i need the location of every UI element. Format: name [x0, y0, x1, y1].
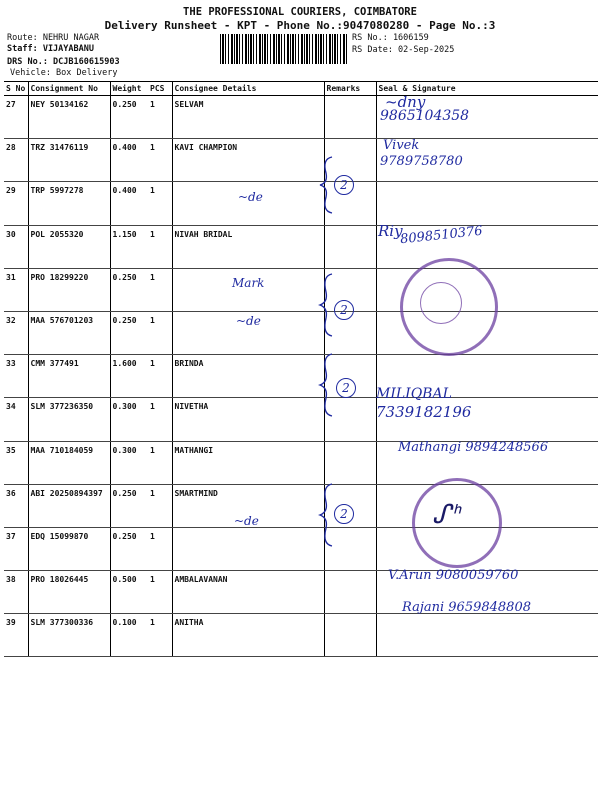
cell-consignee: KAVI CHAMPION	[172, 139, 324, 182]
cell-sno: 28	[4, 139, 28, 182]
table-row	[4, 484, 598, 527]
cell-pcs: 1	[148, 571, 172, 614]
table-row	[4, 139, 598, 182]
col-remarks: Remarks	[324, 82, 376, 96]
cell-sno: 39	[4, 614, 28, 657]
cell-consignment-no: CMM 377491	[28, 355, 110, 398]
cell-sno: 35	[4, 441, 28, 484]
cell-weight: 0.100	[110, 614, 148, 657]
barcode	[220, 34, 348, 64]
cell-seal-signature	[376, 182, 598, 225]
table-row	[4, 527, 598, 570]
cell-pcs: 1	[148, 139, 172, 182]
cell-pcs: 1	[148, 268, 172, 311]
cell-pcs: 1	[148, 182, 172, 225]
cell-consignment-no: PRO 18299220	[28, 268, 110, 311]
cell-sno: 33	[4, 355, 28, 398]
staff-label: Staff: VIJAYABANU	[7, 44, 94, 54]
cell-weight: 0.250	[110, 311, 148, 354]
cell-sno: 38	[4, 571, 28, 614]
cell-consignment-no: MAA 710184059	[28, 441, 110, 484]
cell-consignee: MATHANGI	[172, 441, 324, 484]
cell-consignment-no: TRZ 31476119	[28, 139, 110, 182]
cell-consignee: SELVAM	[172, 96, 324, 139]
col-pcs: PCS	[148, 82, 172, 96]
phone-row-30: 8098510376	[399, 223, 484, 248]
col-consignment: Consignment No	[28, 82, 110, 96]
cell-sno: 30	[4, 225, 28, 268]
seal-inner-ring	[420, 282, 462, 324]
consignee-mark-32: ~de	[236, 314, 261, 328]
table-header-row	[4, 82, 598, 96]
cell-consignment-no: SLM 377300336	[28, 614, 110, 657]
cell-consignee	[172, 527, 324, 570]
cell-consignee: NIVETHA	[172, 398, 324, 441]
cell-consignee: BRINDA	[172, 355, 324, 398]
remark-count-29: 2	[334, 175, 354, 195]
cell-pcs: 1	[148, 441, 172, 484]
signature-row-35: Mathangi 9894248566	[398, 440, 549, 455]
rs-number: RS No.: 1606159	[352, 33, 429, 43]
cell-weight: 1.600	[110, 355, 148, 398]
signature-row-30: Riy	[378, 222, 403, 240]
cell-pcs: 1	[148, 614, 172, 657]
table-row	[4, 96, 598, 139]
cell-sno: 34	[4, 398, 28, 441]
cell-remarks	[324, 96, 376, 139]
cell-consignee: AMBALAVANAN	[172, 571, 324, 614]
cell-remarks	[324, 225, 376, 268]
cell-sno: 31	[4, 268, 28, 311]
table-row	[4, 311, 598, 354]
name-row-28: Vivek	[383, 138, 420, 153]
signature-row-36-37: ᔑᑋ	[432, 500, 460, 530]
signature-row-38: V.Arun 9080059760	[388, 568, 519, 583]
rs-date: RS Date: 02-Sep-2025	[352, 45, 455, 55]
cell-weight: 1.150	[110, 225, 148, 268]
cell-remarks	[324, 614, 376, 657]
col-weight: Weight	[110, 82, 148, 96]
table-row	[4, 355, 598, 398]
consignee-mark-31: Mark	[232, 276, 265, 290]
consignee-mark-37: ~de	[234, 514, 259, 528]
cell-consignment-no: ABI 20250894397	[28, 484, 110, 527]
cell-consignee: ANITHA	[172, 614, 324, 657]
cell-consignment-no: SLM 377236350	[28, 398, 110, 441]
cell-pcs: 1	[148, 225, 172, 268]
cell-seal-signature	[376, 614, 598, 657]
cell-consignee: SMARTMIND	[172, 484, 324, 527]
cell-pcs: 1	[148, 527, 172, 570]
cell-sno: 36	[4, 484, 28, 527]
cell-consignee: NIVAH BRIDAL	[172, 225, 324, 268]
phone-row-34: 7339182196	[376, 403, 472, 421]
cell-weight: 0.500	[110, 571, 148, 614]
cell-pcs: 1	[148, 311, 172, 354]
runsheet-subtitle: Delivery Runsheet - KPT - Phone No.:9047080280 - Page No.:3	[104, 19, 496, 32]
cell-consignment-no: TRP 5997278	[28, 182, 110, 225]
cell-pcs: 1	[148, 355, 172, 398]
vehicle-label: Vehicle: Box Delivery	[10, 68, 118, 78]
cell-consignment-no: NEY 50134162	[28, 96, 110, 139]
cell-consignment-no: EDQ 15099870	[28, 527, 110, 570]
cell-consignment-no: PRO 18026445	[28, 571, 110, 614]
cell-sno: 27	[4, 96, 28, 139]
cell-pcs: 1	[148, 96, 172, 139]
cell-sno: 37	[4, 527, 28, 570]
phone-row-28: 9789758780	[380, 154, 463, 169]
consignee-mark-29: ~de	[238, 190, 263, 204]
table-row	[4, 614, 598, 657]
remark-count-36-37: 2	[334, 504, 354, 524]
table-row	[4, 268, 598, 311]
cell-consignment-no: POL 2055320	[28, 225, 110, 268]
brace-icon	[318, 352, 338, 418]
table-row	[4, 398, 598, 441]
table-row	[4, 182, 598, 225]
phone-row-27: 9865104358	[380, 108, 470, 124]
cell-remarks	[324, 571, 376, 614]
remark-count-31-32: 2	[334, 300, 354, 320]
col-consignee: Consignee Details	[172, 82, 324, 96]
name-row-34: MILIQBAL	[376, 386, 452, 402]
cell-consignment-no: MAA 576701203	[28, 311, 110, 354]
company-title: THE PROFESSIONAL COURIERS, COIMBATORE	[183, 6, 417, 18]
cell-weight: 0.400	[110, 139, 148, 182]
cell-weight: 0.250	[110, 268, 148, 311]
cell-weight: 0.250	[110, 484, 148, 527]
signature-row-27: ~dny	[385, 93, 426, 111]
cell-weight: 0.300	[110, 441, 148, 484]
cell-weight: 0.250	[110, 527, 148, 570]
drs-label: DRS No.: DCJB160615903	[7, 57, 120, 67]
table-row	[4, 225, 598, 268]
cell-weight: 0.250	[110, 96, 148, 139]
cell-sno: 29	[4, 182, 28, 225]
cell-weight: 0.400	[110, 182, 148, 225]
cell-weight: 0.300	[110, 398, 148, 441]
cell-pcs: 1	[148, 398, 172, 441]
route-label: Route: NEHRU NAGAR	[7, 33, 100, 43]
cell-sno: 32	[4, 311, 28, 354]
col-sno: S No	[4, 82, 28, 96]
col-seal-signature: Seal & Signature	[376, 82, 598, 96]
cell-remarks	[324, 441, 376, 484]
cell-pcs: 1	[148, 484, 172, 527]
signature-row-39: Rajani 9659848808	[402, 600, 531, 615]
remark-count-33-34: 2	[336, 378, 356, 398]
